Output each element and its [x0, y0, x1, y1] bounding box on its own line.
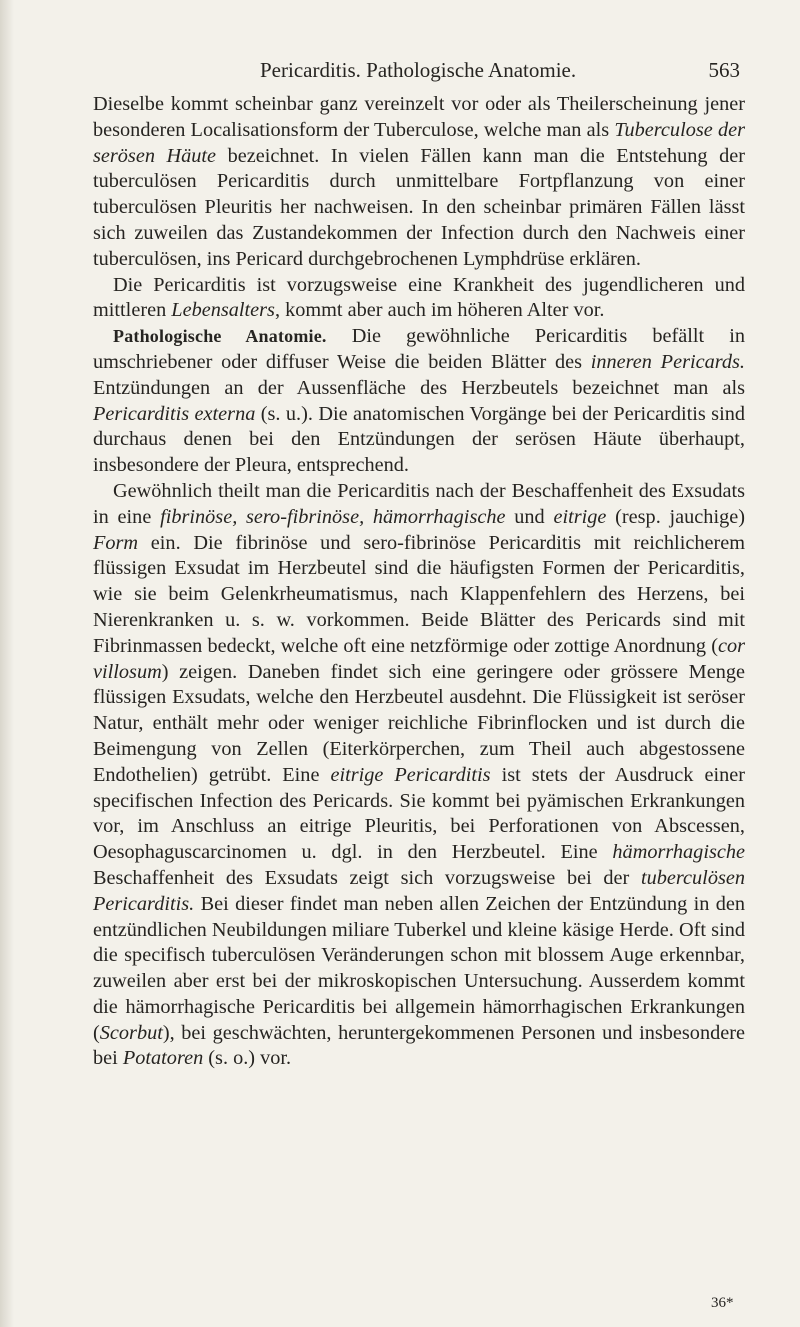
text-run: Die gewöhnliche Pericarditis befällt in umschriebener oder diffuser Weise die beiden Blätter des	[93, 325, 745, 373]
text-run: und	[505, 505, 554, 528]
text-run: ) zeigen. Daneben findet sich eine geringere oder grössere Menge flüssigen Exsudats, welche den Herzbeutel ausdehnt. Die Flüssigkeit ist seröser Natur, enthält mehr oder weniger reichliche Fibrinflocken und ist durch die Beimengung von Zellen (Eiterkörperchen, zum Theil auch abgestossene Endothelien) getrübt. Eine	[93, 660, 745, 786]
text-run: Die Pericarditis ist vorzugsweise eine Krankheit des jugendlicheren und mittleren	[93, 273, 745, 322]
paragraph-exsudat-formen	[93, 479, 745, 1072]
italic-term: Pericarditis externa	[93, 402, 256, 425]
italic-term: inneren Pericards.	[590, 350, 745, 373]
text-run: Beschaffenheit des Exsudats zeigt sich vorzugsweise bei der	[93, 866, 641, 889]
section-heading: Pathologische Anatomie.	[113, 326, 327, 347]
page-number: 563	[708, 58, 740, 82]
page-gutter-shadow	[0, 0, 14, 1327]
text-run: Gewöhnlich theilt man die Pericarditis nach der Beschaffenheit des Exsudats in eine	[93, 479, 745, 528]
italic-term: fibrinöse, sero-fibrinöse, hämorrhagische	[160, 505, 506, 528]
italic-term: Lebensalters	[171, 299, 275, 322]
text-run: ), bei geschwächten, heruntergekommenen Personen und insbesondere bei	[93, 1021, 745, 1070]
text-run: , kommt aber auch im höheren Alter vor.	[274, 299, 605, 322]
italic-term: Form	[93, 531, 139, 554]
text-run: Entzündungen an der Aussenfläche des Herzbeutels bezeichnet man als	[93, 376, 745, 399]
text-run: Bei dieser findet man neben allen Zeichen der Entzündung in den entzündlichen Neubildungen miliare Tuberkel und kleine käsige Herde. Oft sind die specifisch tuberculösen Veränderungen schon mit blossem Auge erkennbar, zuweilen aber erst bei der mikroskopischen Untersuchung. Ausserdem kommt die hämorrhagische Pericarditis bei allgemein hämorrhagischen Erkrankungen (	[93, 892, 745, 1044]
paragraph-lebensalter	[93, 273, 745, 325]
running-title: Pericarditis. Pathologische Anatomie.	[260, 58, 577, 82]
text-run: ist stets der Ausdruck einer specifischen Infection des Pericards. Sie kommt bei pyämischen Erkrankungen vor, im Anschluss an eitrige Pleuritis, bei Perforationen von Abscessen, Oesophaguscarcinomen u. dgl. in den Herzbeutel. Eine	[93, 763, 745, 864]
italic-term: Tuberculose der serösen Häute	[93, 118, 745, 167]
italic-term: eitrige	[553, 505, 607, 528]
page-header	[260, 58, 740, 88]
text-run: (resp. jauchige)	[606, 505, 745, 528]
text-run: bezeichnet. In vielen Fällen kann man die Entstehung der tuberculösen Pericarditis durch unmittelbare Fortpflanzung von einer tuberculösen Pleuritis her nachweisen. In den scheinbar primären Fällen lässt sich zuweilen das Zustandekommen der Infection durch den Nachweis einer tuberculösen, ins Pericard durchgebrochenen Lymphdrüse erklären.	[93, 144, 745, 270]
italic-term: Potatoren	[122, 1047, 204, 1070]
text-run: (s. u.). Die anatomischen Vorgänge bei der Pericarditis sind durchaus denen bei den Entzündungen der serösen Häute überhaupt, insbesondere der Pleura, entsprechend.	[93, 402, 745, 477]
italic-term: tuberculösen Pericarditis.	[93, 866, 745, 915]
page-body	[93, 92, 745, 1072]
paragraph-tuberculose	[93, 92, 745, 273]
paragraph-pathologische-anatomie	[93, 324, 745, 479]
italic-term: cor villosum	[93, 634, 745, 683]
italic-term: eitrige Pericarditis	[330, 763, 491, 786]
signature-mark: 36*	[711, 1295, 734, 1311]
text-run: (s. o.) vor.	[203, 1047, 292, 1070]
italic-term: Scorbut	[99, 1021, 163, 1044]
text-run: Dieselbe kommt scheinbar ganz vereinzelt vor oder als Theilerscheinung jener besonderen Localisationsform der Tuberculose, welche man als	[93, 93, 745, 141]
text-run: ein. Die fibrinöse und sero-fibrinöse Pericarditis mit reichlicherem flüssigen Exsudat im Herzbeutel sind die häufigsten Formen der Pericarditis, wie sie beim Gelenkrheumatismus, nach Klappenfehlern des Herzens, bei Nierenkranken u. s. w. vorkommen. Beide Blätter des Pericards sind mit Fibrinmassen bedeckt, welche oft eine netzförmige oder zottige Anordnung (	[93, 531, 745, 657]
italic-term: hämorrhagische	[612, 841, 745, 864]
